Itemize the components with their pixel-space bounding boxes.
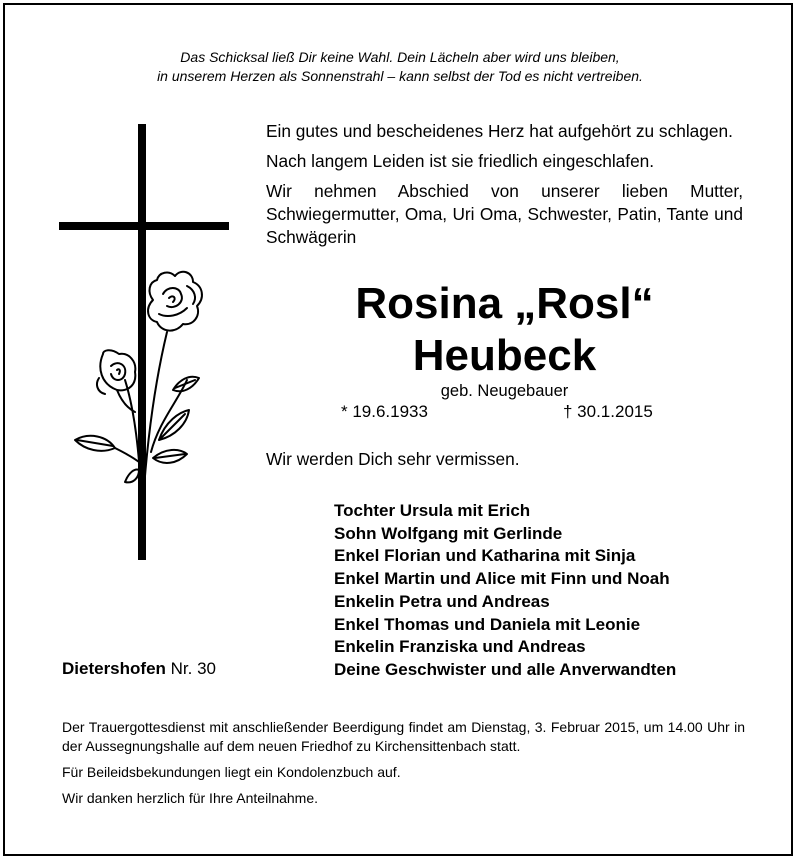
mourner-entry: Tochter Ursula mit Erich bbox=[334, 501, 531, 520]
place-town: Dietershofen bbox=[62, 659, 166, 678]
mourner-entry: Enkelin Franziska und Andreas bbox=[334, 637, 586, 657]
mourner-entry: Sohn Wolfgang mit Gerlinde bbox=[334, 523, 563, 543]
mourner-entry: Enkelin Petra und Andreas bbox=[334, 591, 550, 611]
motto-line-1: Das Schicksal ließ Dir keine Wahl. Dein Lächeln aber wird uns bleiben, bbox=[180, 49, 620, 65]
place-address bbox=[62, 659, 216, 679]
cross-with-rose-illustration bbox=[55, 122, 245, 572]
deceased-name-last: Heubeck bbox=[412, 331, 597, 380]
place-number: Nr. 30 bbox=[170, 659, 217, 678]
thanks-note: Wir danken herzlich für Ihre Anteilnahme. bbox=[62, 790, 319, 806]
death-date: † 30.1.2015 bbox=[563, 402, 653, 421]
birth-date: * 19.6.1933 bbox=[341, 402, 428, 421]
maiden-name: geb. Neugebauer bbox=[440, 382, 569, 400]
intro-text bbox=[266, 120, 743, 256]
funeral-service-info: Der Trauergottesdienst mit anschließender Beerdigung findet am Dienstag, 3. Februar 2015, um 14.00 Uhr in der Aussegnungshalle auf dem neuen Friedhof zu Kirchensittenbach statt. bbox=[62, 719, 745, 754]
closing-line: Wir werden Dich sehr vermissen. bbox=[266, 449, 520, 469]
deceased-name-first: Rosina „Rosl“ bbox=[355, 279, 654, 328]
condolence-book-info: Für Beileidsbekundungen liegt ein Kondolenzbuch auf. bbox=[62, 764, 401, 780]
mourners-list bbox=[334, 500, 676, 682]
mourner-entry: Deine Geschwister und alle Anverwandten bbox=[334, 659, 677, 679]
mourner-entry: Enkel Florian und Katharina mit Sinja bbox=[334, 546, 636, 566]
footer-notes bbox=[62, 718, 745, 815]
motto-verse bbox=[0, 48, 800, 86]
mourner-entry: Enkel Martin und Alice mit Finn und Noah bbox=[334, 569, 670, 589]
intro-farewell-line: Wir nehmen Abschied von unserer lieben Mutter, Schwiegermutter, Oma, Uri Oma, Schwester, Patin, Tante und Schwägerin bbox=[266, 181, 743, 247]
intro-passing-line: Nach langem Leiden ist sie friedlich eingeschlafen. bbox=[266, 151, 655, 171]
motto-line-2: in unserem Herzen als Sonnenstrahl – kann selbst der Tod es nicht vertreiben. bbox=[157, 68, 643, 84]
intro-heart-line: Ein gutes und bescheidenes Herz hat aufgehört zu schlagen. bbox=[266, 121, 733, 141]
mourner-entry: Enkel Thomas und Daniela mit Leonie bbox=[334, 614, 641, 634]
